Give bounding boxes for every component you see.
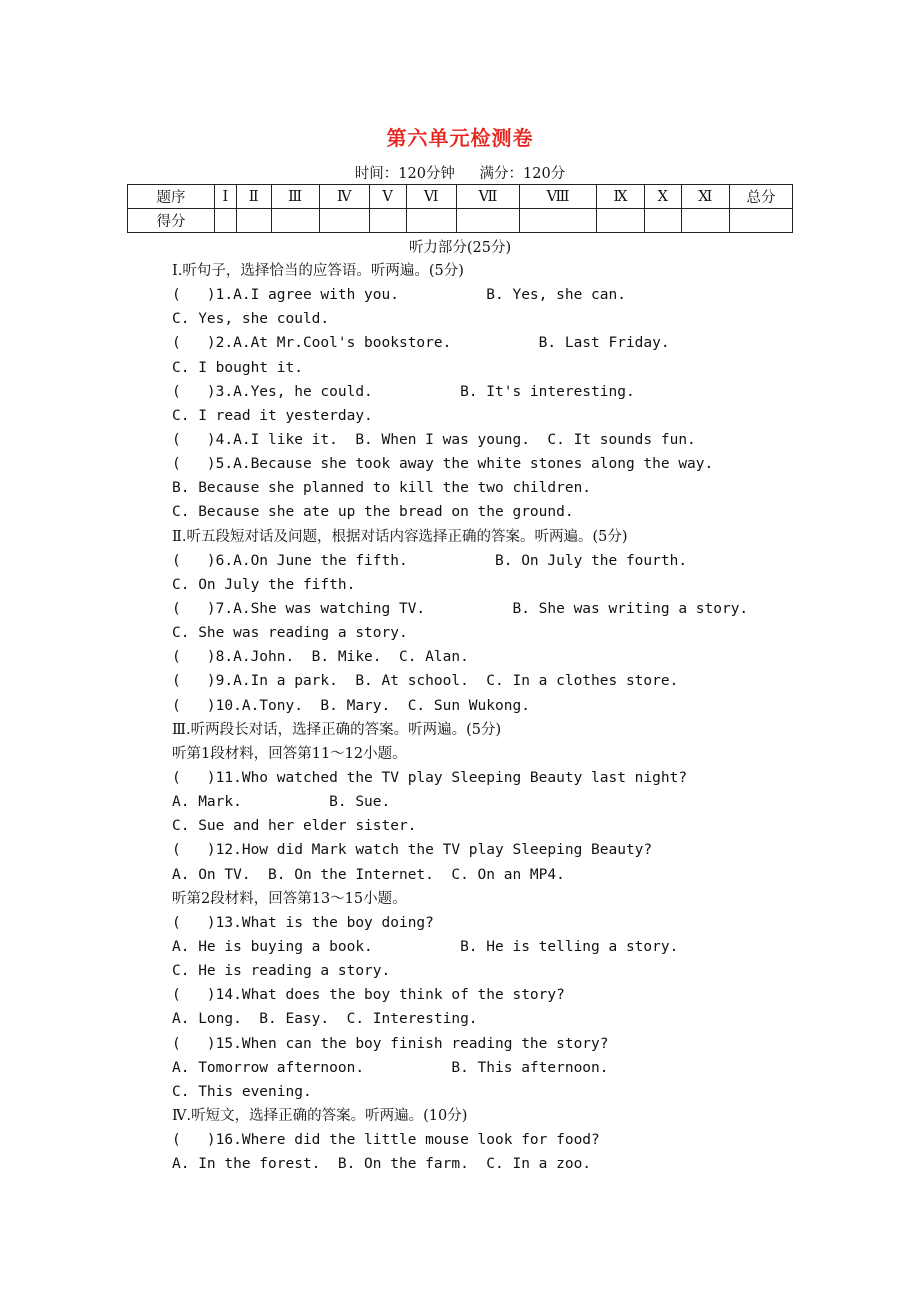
question-line: ( )6.A.On June the fifth. B. On July the fourth. (172, 552, 688, 569)
section-instruction: Ⅲ.听两段长对话，选择正确的答案。听两遍。(5分) (172, 721, 502, 738)
score-row-label: 得分 (128, 209, 215, 233)
score-cell[interactable] (236, 209, 271, 233)
question-line: A. Tomorrow afternoon. B. This afternoon. (172, 1059, 609, 1076)
header-cell: Ⅱ (236, 185, 271, 209)
question-line: ( )1.A.I agree with you. B. Yes, she can. (172, 287, 626, 304)
score-cell[interactable] (596, 209, 644, 233)
score-cell[interactable] (730, 209, 793, 233)
time-info (0, 162, 920, 183)
header-cell: Ⅺ (681, 185, 729, 209)
header-cell: Ⅶ (456, 185, 519, 209)
question-line: ( )9.A.In a park. B. At school. C. In a clothes store. (172, 673, 679, 690)
header-cell: Ⅵ (406, 185, 456, 209)
question-line: C. Yes, she could. (172, 311, 330, 328)
score-cell[interactable] (681, 209, 729, 233)
question-line: B. Because she planned to kill the two children. (172, 480, 592, 497)
page-title: 第六单元检测卷 (386, 126, 534, 150)
question-line: ( )4.A.I like it. B. When I was young. C. It sounds fun. (172, 431, 696, 448)
score-cell[interactable] (271, 209, 319, 233)
question-line: A. On TV. B. On the Internet. C. On an MP4. (172, 866, 565, 883)
question-line: ( )13.What is the boy doing? (172, 914, 434, 931)
question-line: C. Sue and her elder sister. (172, 818, 417, 835)
section-instruction: 听第2段材料，回答第13～15小题。 (172, 890, 407, 907)
score-table-header-row (128, 185, 793, 209)
full-score: 满分：120分 (479, 166, 566, 182)
header-cell: Ⅹ (645, 185, 681, 209)
question-line: ( )12.How did Mark watch the TV play Sleeping Beauty? (172, 842, 653, 859)
score-cell[interactable] (645, 209, 681, 233)
header-cell: Ⅴ (369, 185, 406, 209)
section-instruction: Ⅰ.听句子，选择恰当的应答语。听两遍。(5分) (172, 263, 464, 279)
header-cell: Ⅷ (520, 185, 597, 209)
question-line: ( )5.A.Because she took away the white stones along the way. (172, 456, 714, 473)
section-instruction: Ⅳ.听短文，选择正确的答案。听两遍。(10分) (172, 1107, 468, 1124)
question-list (172, 259, 812, 1176)
score-cell[interactable] (456, 209, 519, 233)
question-line: C. On July the fifth. (172, 576, 356, 593)
question-line: A. Long. B. Easy. C. Interesting. (172, 1011, 478, 1028)
time-limit: 时间：120分钟 (354, 166, 455, 182)
section-instruction: Ⅱ.听五段短对话及问题，根据对话内容选择正确的答案。听两遍。(5分) (172, 528, 628, 545)
question-line: ( )14.What does the boy think of the story? (172, 987, 565, 1004)
question-line: A. In the forest. B. On the farm. C. In a zoo. (172, 1156, 592, 1173)
question-line: C. He is reading a story. (172, 963, 391, 980)
question-line: ( )10.A.Tony. B. Mary. C. Sun Wukong. (172, 697, 530, 714)
header-cell: Ⅸ (596, 185, 644, 209)
header-cell: Ⅲ (271, 185, 319, 209)
question-line: ( )16.Where did the little mouse look for food? (172, 1132, 600, 1149)
score-cell[interactable] (406, 209, 456, 233)
listening-section-heading: 听力部分(25分) (408, 240, 512, 256)
score-table (127, 184, 793, 233)
question-line: ( )3.A.Yes, he could. B. It's interesting. (172, 383, 635, 400)
question-line: ( )8.A.John. B. Mike. C. Alan. (172, 649, 469, 666)
header-cell: 题序 (128, 185, 215, 209)
question-line: ( )15.When can the boy finish reading the story? (172, 1035, 609, 1052)
question-line: C. Because she ate up the bread on the ground. (172, 504, 574, 521)
question-line: A. Mark. B. Sue. (172, 794, 391, 811)
header-cell: Ⅰ (215, 185, 237, 209)
question-line: ( )2.A.At Mr.Cool's bookstore. B. Last Friday. (172, 335, 670, 352)
score-cell[interactable] (319, 209, 369, 233)
section-instruction: 听第1段材料，回答第11～12小题。 (172, 745, 407, 762)
header-cell: 总分 (730, 185, 793, 209)
question-line: C. She was reading a story. (172, 625, 408, 642)
score-cell[interactable] (520, 209, 597, 233)
question-line: C. I read it yesterday. (172, 407, 373, 424)
question-line: C. This evening. (172, 1083, 312, 1100)
question-line: A. He is buying a book. B. He is telling a story. (172, 938, 679, 955)
question-line: C. I bought it. (172, 359, 303, 376)
score-cell[interactable] (215, 209, 237, 233)
question-line: ( )7.A.She was watching TV. B. She was writing a story. (172, 600, 749, 617)
question-line: ( )11.Who watched the TV play Sleeping Beauty last night? (172, 769, 688, 786)
score-table-score-row (128, 209, 793, 233)
score-cell[interactable] (369, 209, 406, 233)
header-cell: Ⅳ (319, 185, 369, 209)
